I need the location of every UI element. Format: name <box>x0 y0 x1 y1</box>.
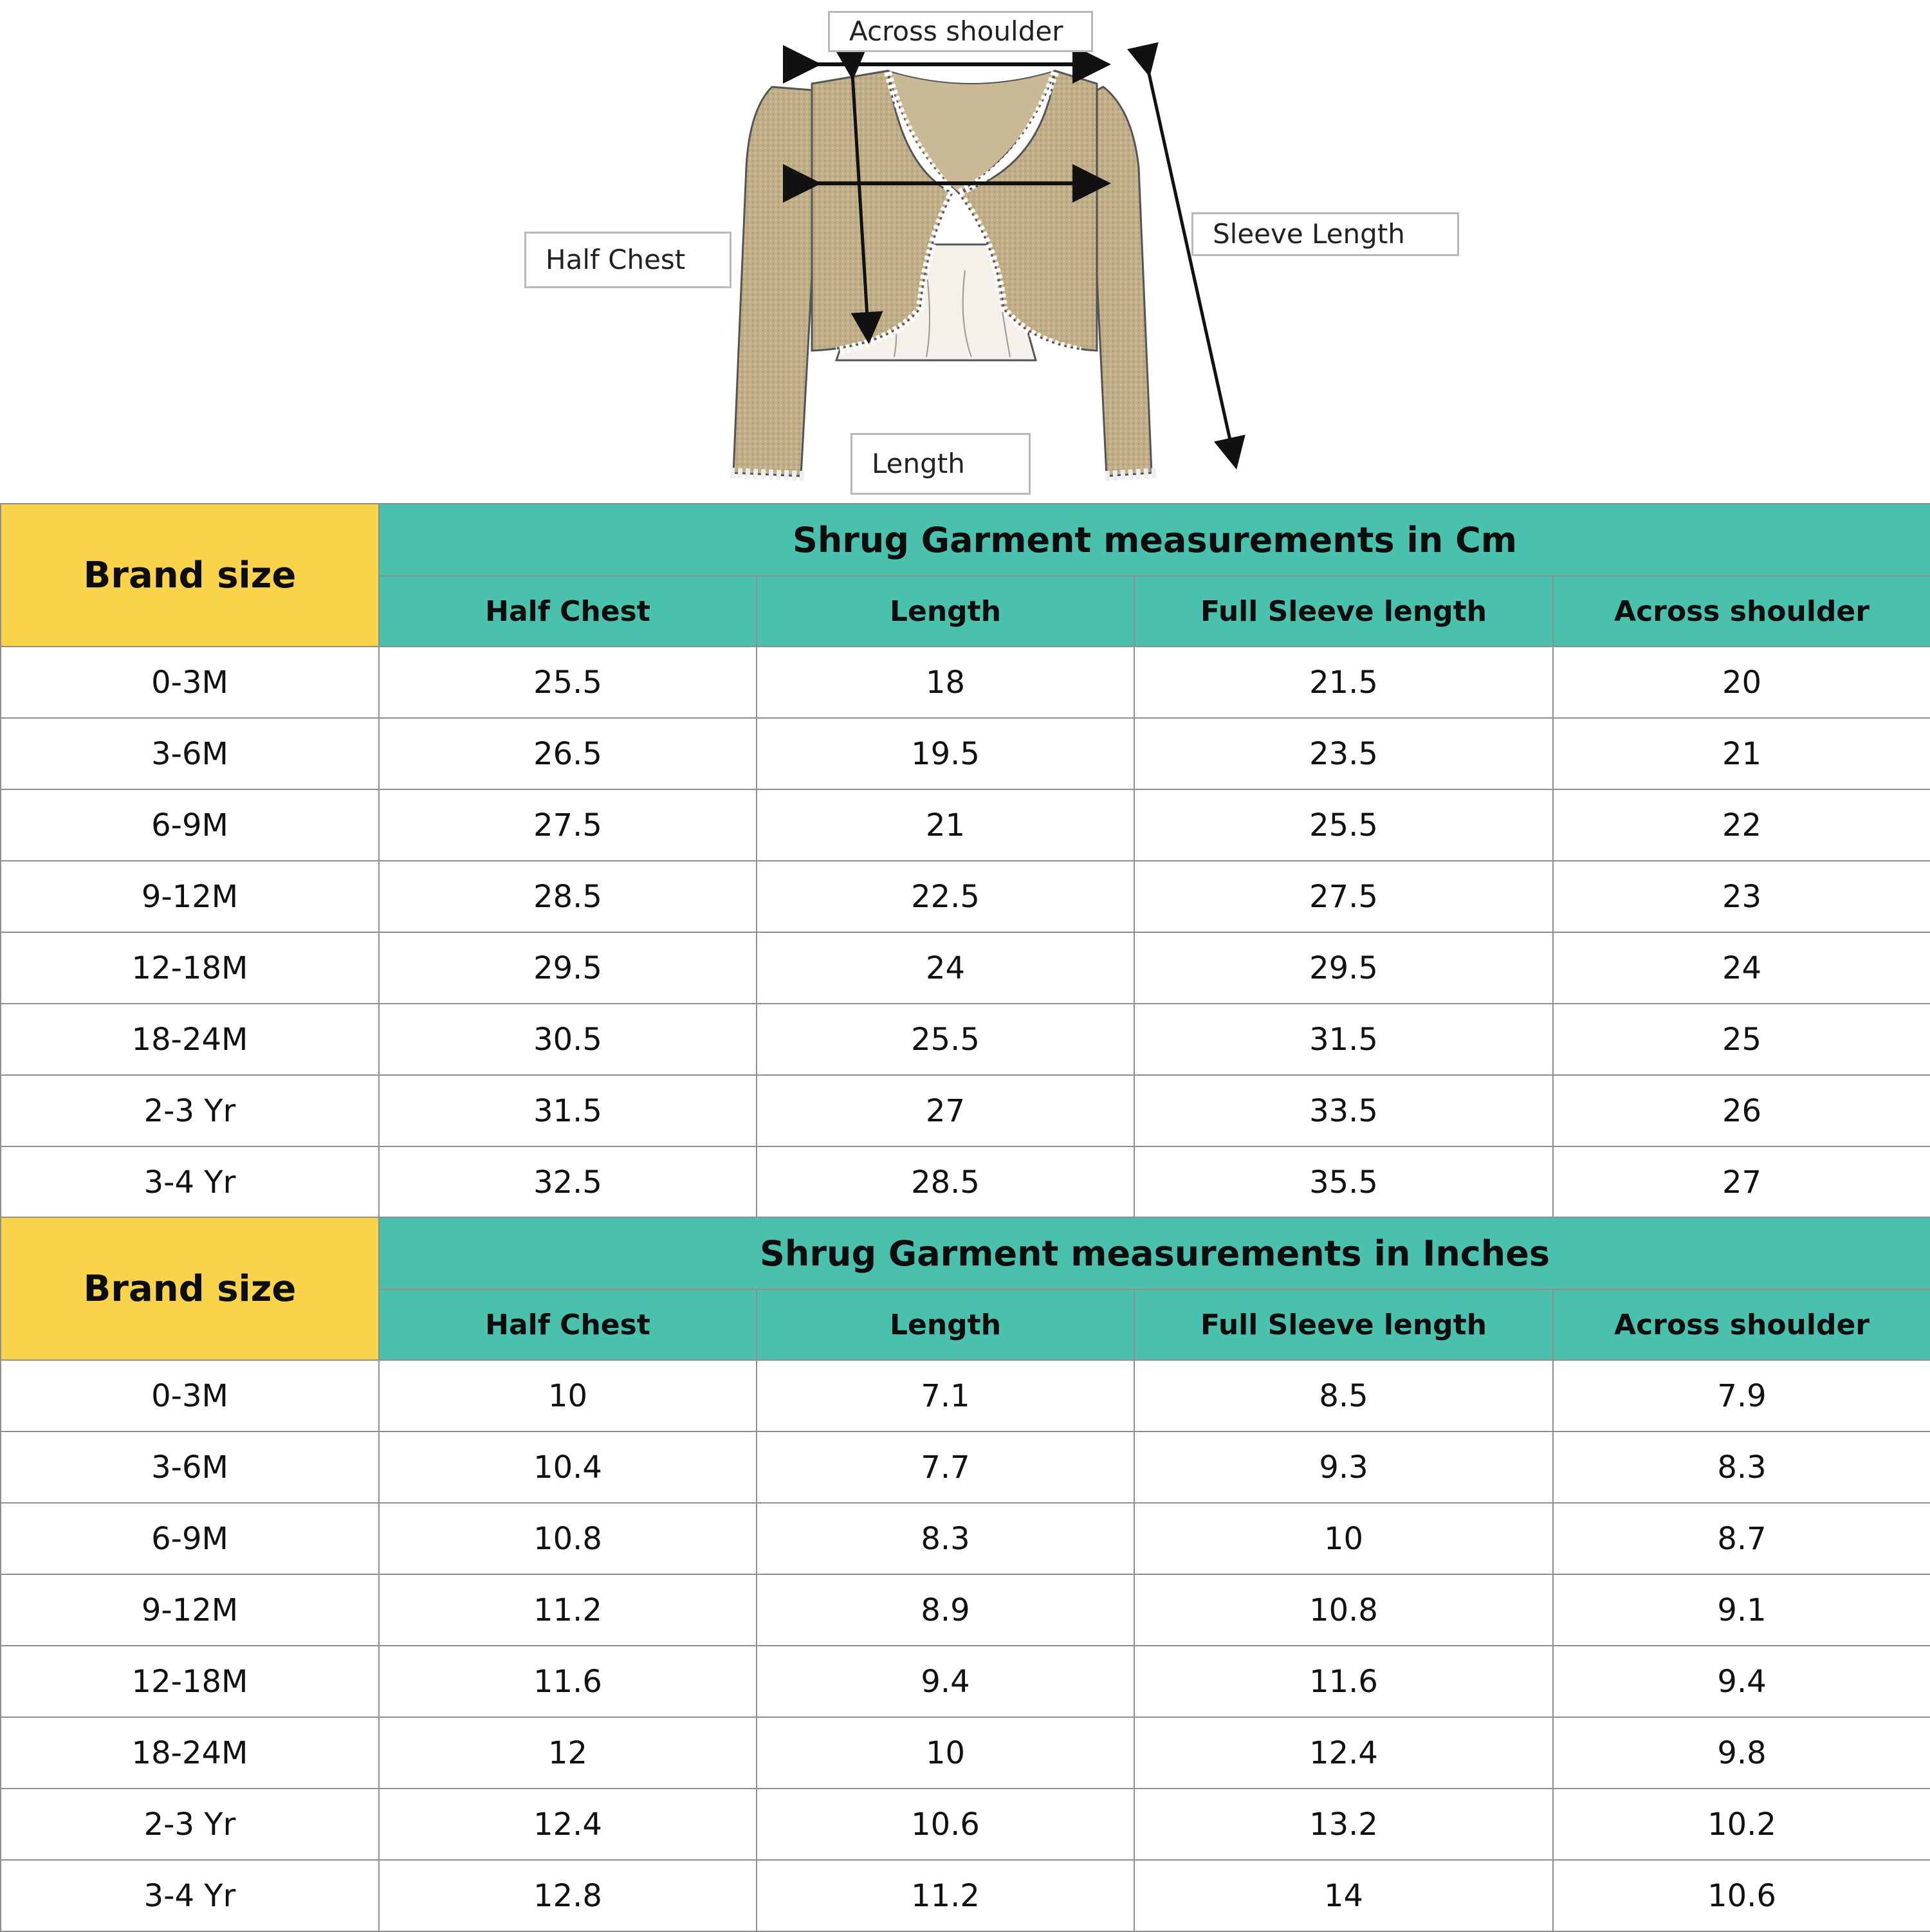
value-cell: 12.4 <box>1134 1717 1553 1789</box>
table-title: Shrug Garment measurements in Inches <box>379 1217 1930 1289</box>
value-cell: 22 <box>1553 789 1930 861</box>
value-cell: 10.8 <box>379 1503 757 1574</box>
value-cell: 26.5 <box>379 718 757 789</box>
table-row <box>1 861 1930 932</box>
table-title: Shrug Garment measurements in Cm <box>379 504 1930 576</box>
size-cell: 3-4 Yr <box>1 1860 379 1931</box>
table-row <box>1 1431 1930 1503</box>
value-cell: 10 <box>757 1717 1134 1789</box>
value-cell: 8.3 <box>757 1503 1134 1574</box>
value-cell: 21 <box>757 789 1134 861</box>
value-cell: 25.5 <box>1134 789 1553 861</box>
value-cell: 18 <box>757 647 1134 718</box>
value-cell: 24 <box>757 932 1134 1004</box>
size-cell: 3-6M <box>1 1431 379 1503</box>
brand-size-header: Brand size <box>1 1217 379 1360</box>
value-cell: 21 <box>1553 718 1930 789</box>
value-cell: 10 <box>379 1360 757 1431</box>
value-cell: 29.5 <box>1134 932 1553 1004</box>
col-header-length: Length <box>757 576 1134 647</box>
table-row <box>1 1646 1930 1717</box>
value-cell: 29.5 <box>379 932 757 1004</box>
size-cell: 0-3M <box>1 647 379 718</box>
value-cell: 8.3 <box>1553 1431 1930 1503</box>
inches-size-table <box>0 1217 1930 1932</box>
value-cell: 12.8 <box>379 1860 757 1931</box>
value-cell: 9.8 <box>1553 1717 1930 1789</box>
size-cell: 2-3 Yr <box>1 1075 379 1146</box>
table-row <box>1 718 1930 789</box>
value-cell: 8.5 <box>1134 1360 1553 1431</box>
size-cell: 2-3 Yr <box>1 1789 379 1860</box>
table-row <box>1 1146 1930 1218</box>
table-row <box>1 1574 1930 1646</box>
value-cell: 10 <box>1134 1503 1553 1574</box>
table-row <box>1 1004 1930 1075</box>
value-cell: 25.5 <box>379 647 757 718</box>
value-cell: 11.6 <box>1134 1646 1553 1717</box>
value-cell: 14 <box>1134 1860 1553 1931</box>
value-cell: 11.6 <box>379 1646 757 1717</box>
col-header-full-sleeve-length: Full Sleeve length <box>1134 576 1553 647</box>
value-cell: 21.5 <box>1134 647 1553 718</box>
table-row <box>1 1360 1930 1431</box>
value-cell: 26 <box>1553 1075 1930 1146</box>
half-chest-label: Half Chest <box>524 232 731 288</box>
value-cell: 13.2 <box>1134 1789 1553 1860</box>
value-cell: 27 <box>757 1075 1134 1146</box>
measurement-diagram <box>0 0 1930 502</box>
table-row <box>1 1717 1930 1789</box>
table-row <box>1 1075 1930 1146</box>
sleeve-length-label: Sleeve Length <box>1191 212 1459 256</box>
col-header-full-sleeve-length: Full Sleeve length <box>1134 1289 1553 1360</box>
value-cell: 31.5 <box>1134 1004 1553 1075</box>
value-cell: 20 <box>1553 647 1930 718</box>
value-cell: 27.5 <box>1134 861 1553 932</box>
size-cell: 3-6M <box>1 718 379 789</box>
size-cell: 9-12M <box>1 861 379 932</box>
size-cell: 6-9M <box>1 1503 379 1574</box>
value-cell: 8.7 <box>1553 1503 1930 1574</box>
value-cell: 23.5 <box>1134 718 1553 789</box>
value-cell: 28.5 <box>379 861 757 932</box>
size-cell: 12-18M <box>1 1646 379 1717</box>
value-cell: 9.4 <box>1553 1646 1930 1717</box>
table-row <box>1 932 1930 1004</box>
left-sleeve <box>733 87 812 476</box>
table-row <box>1 1503 1930 1574</box>
size-cell: 6-9M <box>1 789 379 861</box>
length-label: Length <box>850 433 1031 495</box>
size-cell: 12-18M <box>1 932 379 1004</box>
size-cell: 18-24M <box>1 1717 379 1789</box>
value-cell: 31.5 <box>379 1075 757 1146</box>
value-cell: 27 <box>1553 1146 1930 1218</box>
value-cell: 10.8 <box>1134 1574 1553 1646</box>
value-cell: 25 <box>1553 1004 1930 1075</box>
value-cell: 7.9 <box>1553 1360 1930 1431</box>
value-cell: 9.1 <box>1553 1574 1930 1646</box>
value-cell: 7.1 <box>757 1360 1134 1431</box>
value-cell: 8.9 <box>757 1574 1134 1646</box>
value-cell: 22.5 <box>757 861 1134 932</box>
value-cell: 10.2 <box>1553 1789 1930 1860</box>
value-cell: 11.2 <box>379 1574 757 1646</box>
table-row <box>1 1789 1930 1860</box>
value-cell: 10.4 <box>379 1431 757 1503</box>
value-cell: 30.5 <box>379 1004 757 1075</box>
value-cell: 12.4 <box>379 1789 757 1860</box>
value-cell: 11.2 <box>757 1860 1134 1931</box>
value-cell: 10.6 <box>757 1789 1134 1860</box>
value-cell: 25.5 <box>757 1004 1134 1075</box>
size-cell: 3-4 Yr <box>1 1146 379 1218</box>
value-cell: 32.5 <box>379 1146 757 1218</box>
value-cell: 19.5 <box>757 718 1134 789</box>
value-cell: 12 <box>379 1717 757 1789</box>
value-cell: 35.5 <box>1134 1146 1553 1218</box>
col-header-length: Length <box>757 1289 1134 1360</box>
table-row <box>1 1860 1930 1931</box>
value-cell: 28.5 <box>757 1146 1134 1218</box>
table-row <box>1 647 1930 718</box>
cm-size-table <box>0 503 1930 1219</box>
value-cell: 24 <box>1553 932 1930 1004</box>
size-cell: 0-3M <box>1 1360 379 1431</box>
value-cell: 7.7 <box>757 1431 1134 1503</box>
size-cell: 18-24M <box>1 1004 379 1075</box>
col-header-across-shoulder: Across shoulder <box>1553 1289 1930 1360</box>
shrug-illustration <box>0 0 1930 502</box>
col-header-across-shoulder: Across shoulder <box>1553 576 1930 647</box>
value-cell: 27.5 <box>379 789 757 861</box>
col-header-half-chest: Half Chest <box>379 1289 757 1360</box>
right-sleeve <box>1097 87 1152 476</box>
value-cell: 33.5 <box>1134 1075 1553 1146</box>
value-cell: 10.6 <box>1553 1860 1930 1931</box>
brand-size-header: Brand size <box>1 504 379 647</box>
table-row <box>1 789 1930 861</box>
value-cell: 23 <box>1553 861 1930 932</box>
value-cell: 9.4 <box>757 1646 1134 1717</box>
col-header-half-chest: Half Chest <box>379 576 757 647</box>
value-cell: 9.3 <box>1134 1431 1553 1503</box>
sleeve-length-arrow <box>1148 71 1235 463</box>
size-cell: 9-12M <box>1 1574 379 1646</box>
across-shoulder-label: Across shoulder <box>828 11 1093 52</box>
